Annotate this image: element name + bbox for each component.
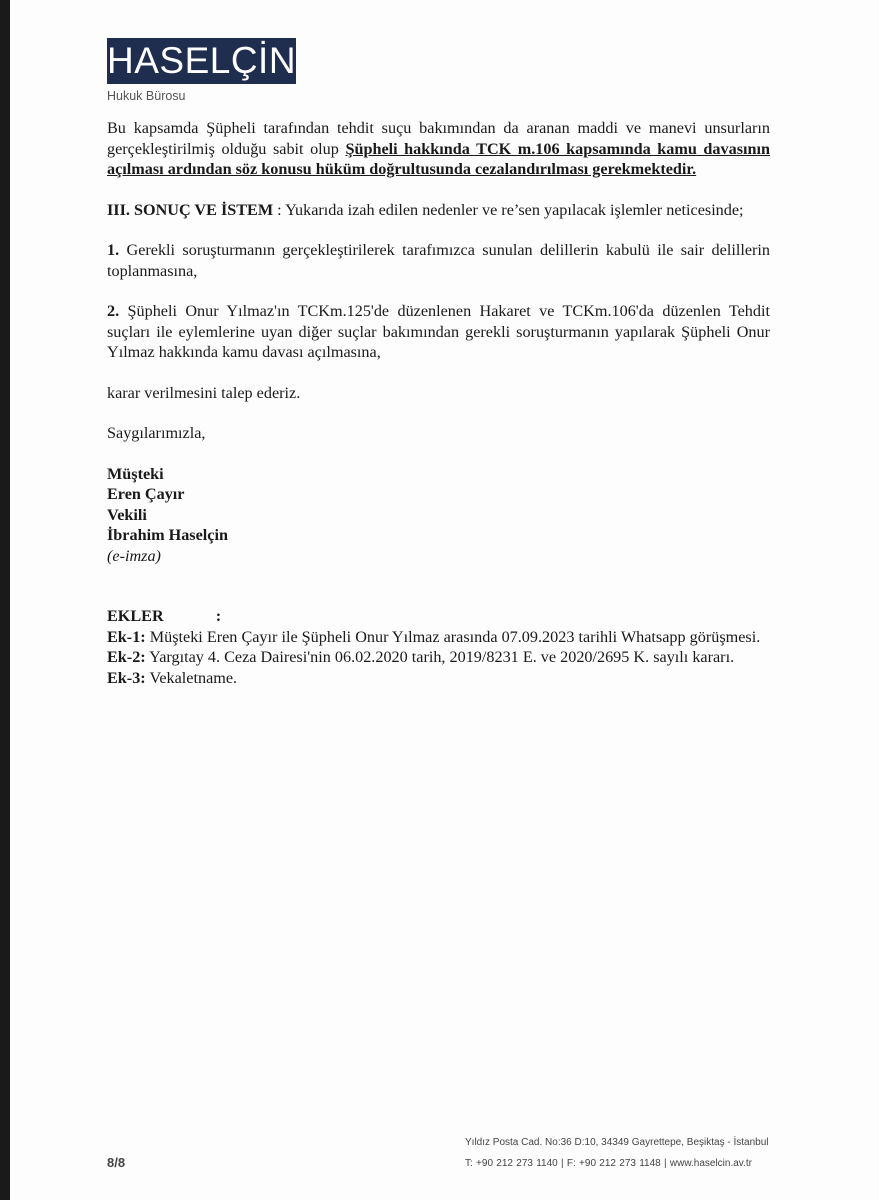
signature-role-2: Vekili — [107, 505, 147, 524]
attachments-block — [107, 606, 770, 688]
signature-name-2: İbrahim Haselçin — [107, 526, 228, 544]
conclusion-paragraph — [107, 200, 770, 221]
intro-plain: Bu kapsamda Şüpheli tarafından tehdit suçu bakımından da aranan maddi ve manevi unsurların gerçekleştirilmiş olduğu sabit olup — [107, 119, 770, 158]
closing-request: karar verilmesini talep ederiz. — [107, 383, 301, 402]
attachment-1-label: Ek-1: — [107, 627, 146, 646]
firm-subtitle: Hukuk Bürosu — [107, 89, 186, 103]
signature-name-1: Eren Çayır — [107, 485, 185, 503]
attachment-2-label: Ek-2: — [107, 648, 146, 666]
request-1-number: 1. — [107, 241, 120, 259]
document-page — [10, 0, 879, 1200]
firm-logo: HASELÇİN — [107, 38, 296, 84]
attachment-1 — [107, 627, 770, 648]
signature-role-1: Müşteki — [107, 464, 164, 483]
signature-block — [107, 464, 770, 567]
conclusion-text: : Yukarıda izah edilen nedenler ve re’sen yapılacak işlemler neticesinde; — [273, 200, 744, 219]
attachments-colon: : — [215, 607, 222, 625]
attachment-2-text: Yargıtay 4. Ceza Dairesi'nin 06.02.2020 tarih, 2019/8231 E. ve 2020/2695 K. sayılı kararı. — [145, 648, 735, 666]
attachment-2 — [107, 647, 770, 668]
document-body — [107, 118, 770, 688]
attachments-heading: EKLER — [107, 607, 164, 625]
request-2-text: Şüpheli Onur Yılmaz'ın TCKm.125'de düzenlenen Hakaret ve TCKm.106'da düzenlen Tehdit suçları ile eylemlerine uyan diğer suçlar bakımından gerekli soruşturmanın yapılarak Şüpheli Onur Yılmaz hakkında kamu davası açılmasına, — [107, 302, 770, 361]
request-2-number: 2. — [107, 302, 120, 320]
request-2 — [107, 301, 770, 363]
attachment-3 — [107, 668, 770, 689]
footer-contact: T: +90 212 273 1140 | F: +90 212 273 1148 | www.haselcin.av.tr — [465, 1158, 752, 1169]
intro-emphasis: Şüpheli hakkında TCK m.106 kapsamında kamu davasının açılması ardından söz konusu hüküm doğrultusunda cezalandırılması gerekmektedir. — [107, 139, 771, 178]
salutation: Saygılarımızla, — [107, 424, 206, 442]
attachment-3-text: Vekaletname. — [145, 668, 238, 687]
intro-paragraph — [107, 118, 770, 180]
attachment-1-text: Müşteki Eren Çayır ile Şüpheli Onur Yılmaz arasında 07.09.2023 tarihli Whatsapp görüşmesi. — [145, 627, 761, 646]
conclusion-heading: III. SONUÇ VE İSTEM — [107, 200, 274, 219]
request-1 — [107, 240, 770, 281]
footer-address: Yıldız Posta Cad. No:36 D:10, 34349 Gayrettepe, Beşiktaş - İstanbul — [465, 1137, 769, 1148]
attachment-3-label: Ek-3: — [107, 668, 146, 687]
signature-note: (e-imza) — [107, 546, 161, 565]
request-1-text: Gerekli soruşturmanın gerçekleştirilerek tarafımızca sunulan delillerin kabulü ile sair delillerin toplanmasına, — [107, 241, 770, 280]
page-number: 8/8 — [107, 1155, 126, 1170]
